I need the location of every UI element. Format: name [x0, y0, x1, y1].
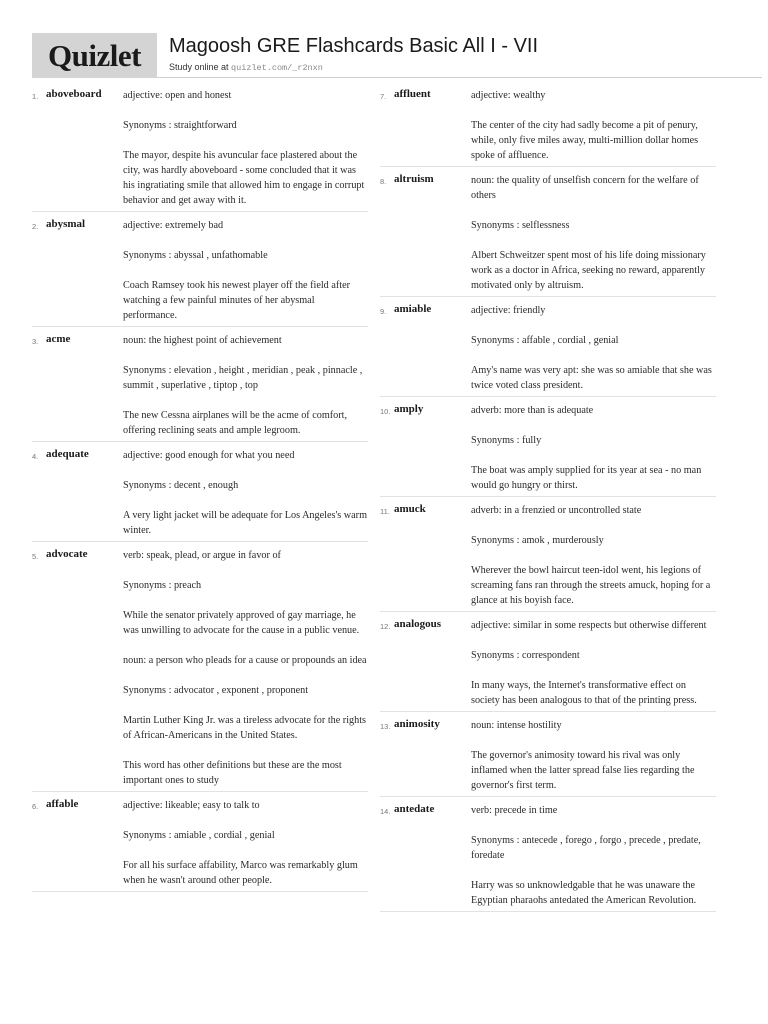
flashcard-entry — [380, 503, 716, 612]
entry-number: 12. — [380, 622, 391, 631]
entry-definition — [123, 798, 368, 888]
entry-term: amuck — [394, 503, 426, 515]
definition-line: adjective: friendly — [471, 305, 546, 316]
definition-line: For all his surface affability, Marco was remarkably glum when he wasn't around other people. — [123, 860, 358, 886]
entry-number: 10. — [380, 407, 391, 416]
flashcard-entry — [380, 303, 716, 397]
entry-term: adequate — [46, 448, 89, 460]
entry-term: aboveboard — [46, 88, 102, 100]
left-column — [32, 88, 368, 898]
definition-line: adverb: more than is adequate — [471, 405, 594, 416]
quizlet-logo: Quizlet — [32, 33, 157, 78]
definition-line: Harry was so unknowledgable that he was unaware the Egyptian pharaohs antedated the American Revolution. — [471, 880, 697, 906]
flashcard-entry — [380, 403, 716, 497]
definition-line: The mayor, despite his avuncular face plastered about the city, was hardly aboveboard - some concluded that it was his ingratiating smile that allowed him to engage in corrupt behavior and get away with it. — [123, 150, 365, 206]
entry-definition — [471, 403, 716, 493]
flashcard-entry — [380, 173, 716, 297]
entry-term: altruism — [394, 173, 434, 185]
subtitle-url-link[interactable]: quizlet.com/_r2nxn — [231, 63, 323, 73]
definition-line: verb: precede in time — [471, 805, 558, 816]
definition-line: adjective: wealthy — [471, 90, 546, 101]
definition-line: The boat was amply supplied for its year at sea - no man would go hungry or thirst. — [471, 465, 702, 491]
entry-number: 4. — [32, 452, 39, 461]
entry-definition — [471, 803, 716, 908]
definition-line: While the senator privately approved of gay marriage, he was unwilling to advocate for the cause in a public venue. — [123, 610, 360, 636]
page-title: Magoosh GRE Flashcards Basic All I - VII — [169, 35, 539, 57]
definition-line: Wherever the bowl haircut teen-idol went, his legions of screaming fans ran through the streets amuck, hoping for a glance at his boyish face. — [471, 565, 711, 606]
header-divider — [157, 77, 762, 78]
definition-line: adjective: extremely bad — [123, 220, 224, 231]
entry-number: 1. — [32, 92, 39, 101]
entry-number: 5. — [32, 552, 39, 561]
definition-line: Amy's name was very apt: she was so amiable that she was twice voted class president. — [471, 365, 712, 391]
definition-line: Synonyms : amok , murderously — [471, 535, 604, 546]
flashcard-entry — [32, 448, 368, 542]
entry-definition — [471, 618, 716, 708]
flashcard-entry — [380, 803, 716, 912]
entry-definition — [123, 218, 368, 323]
entry-term: advocate — [46, 548, 88, 560]
entry-term: affluent — [394, 88, 431, 100]
definition-line: noun: the quality of unselfish concern for the welfare of others — [471, 175, 699, 201]
definition-line: noun: a person who pleads for a cause or propounds an idea — [123, 655, 367, 666]
definition-line: adjective: likeable; easy to talk to — [123, 800, 260, 811]
definition-line: adverb: in a frenzied or uncontrolled state — [471, 505, 642, 516]
flashcard-entry — [32, 798, 368, 892]
flashcard-entry — [380, 88, 716, 167]
subtitle-prefix: Study online at — [169, 62, 232, 72]
definition-line: adjective: similar in some respects but otherwise different — [471, 620, 707, 631]
entry-number: 6. — [32, 802, 39, 811]
definition-line: noun: intense hostility — [471, 720, 562, 731]
page-header — [32, 33, 762, 78]
definition-line: Synonyms : selflessness — [471, 220, 570, 231]
entry-number: 11. — [380, 507, 390, 516]
definition-line: Synonyms : fully — [471, 435, 542, 446]
entry-term: antedate — [394, 803, 435, 815]
entry-term: affable — [46, 798, 79, 810]
flashcard-entry — [380, 718, 716, 797]
entry-definition — [471, 718, 716, 793]
definition-line: Synonyms : advocator , exponent , proponent — [123, 685, 309, 696]
definition-line: The governor's animosity toward his rival was only inflamed when the latter spread false lies regarding the governor's first term. — [471, 750, 695, 791]
definition-line: Synonyms : preach — [123, 580, 202, 591]
entry-term: abysmal — [46, 218, 86, 230]
definition-line: adjective: open and honest — [123, 90, 232, 101]
flashcard-entry — [380, 618, 716, 712]
entry-number: 8. — [380, 177, 387, 186]
entry-definition — [123, 88, 368, 208]
entry-number: 7. — [380, 92, 387, 101]
entry-number: 3. — [32, 337, 39, 346]
definition-line: Synonyms : correspondent — [471, 650, 580, 661]
entry-definition — [471, 173, 716, 293]
entry-number: 2. — [32, 222, 39, 231]
definition-line: Synonyms : straightforward — [123, 120, 237, 131]
definition-line: Albert Schweitzer spent most of his life doing missionary work as a doctor in Africa, seeking no reward, apparently motivated only by altruism. — [471, 250, 706, 291]
entry-term: amply — [394, 403, 424, 415]
definition-line: noun: the highest point of achievement — [123, 335, 282, 346]
definition-line: Synonyms : decent , enough — [123, 480, 239, 491]
entry-number: 9. — [380, 307, 387, 316]
definition-line: Synonyms : amiable , cordial , genial — [123, 830, 275, 841]
entry-term: analogous — [394, 618, 442, 630]
flashcard-entry — [32, 548, 368, 792]
definition-line: Synonyms : elevation , height , meridian , peak , pinnacle , summit , superlative , tiptop , top — [123, 365, 363, 391]
definition-line: Synonyms : affable , cordial , genial — [471, 335, 619, 346]
flashcard-entry — [32, 88, 368, 212]
definition-line: verb: speak, plead, or argue in favor of — [123, 550, 281, 561]
entry-number: 14. — [380, 807, 391, 816]
definition-line: Synonyms : abyssal , unfathomable — [123, 250, 268, 261]
entry-definition — [471, 88, 716, 163]
right-column — [380, 88, 716, 918]
definition-line: The center of the city had sadly become a pit of penury, while, only five miles away, multi-million dollar homes spoke of affluence. — [471, 120, 699, 161]
entry-definition — [123, 548, 368, 788]
page-subtitle — [169, 62, 323, 73]
entry-term: amiable — [394, 303, 432, 315]
entry-number: 13. — [380, 722, 391, 731]
entry-definition — [471, 303, 716, 393]
definition-line: Synonyms : antecede , forego , forgo , precede , predate, foredate — [471, 835, 701, 861]
flashcard-entry — [32, 218, 368, 327]
definition-line: This word has other definitions but these are the most important ones to study — [123, 760, 342, 786]
entry-definition — [471, 503, 716, 608]
definition-line: adjective: good enough for what you need — [123, 450, 295, 461]
definition-line: Coach Ramsey took his newest player off the field after watching a few painful minutes of her abysmal performance. — [123, 280, 350, 321]
flashcard-entry — [32, 333, 368, 442]
definition-line: In many ways, the Internet's transformative effect on society has been analogous to that of the printing press. — [471, 680, 697, 706]
entry-term: acme — [46, 333, 71, 345]
definition-line: Martin Luther King Jr. was a tireless advocate for the rights of African-Americans in the United States. — [123, 715, 367, 741]
definition-line: A very light jacket will be adequate for Los Angeles's warm winter. — [123, 510, 368, 536]
entry-definition — [123, 333, 368, 438]
entry-term: animosity — [394, 718, 440, 730]
entry-definition — [123, 448, 368, 538]
definition-line: The new Cessna airplanes will be the acme of comfort, offering reclining seats and ample legroom. — [123, 410, 348, 436]
